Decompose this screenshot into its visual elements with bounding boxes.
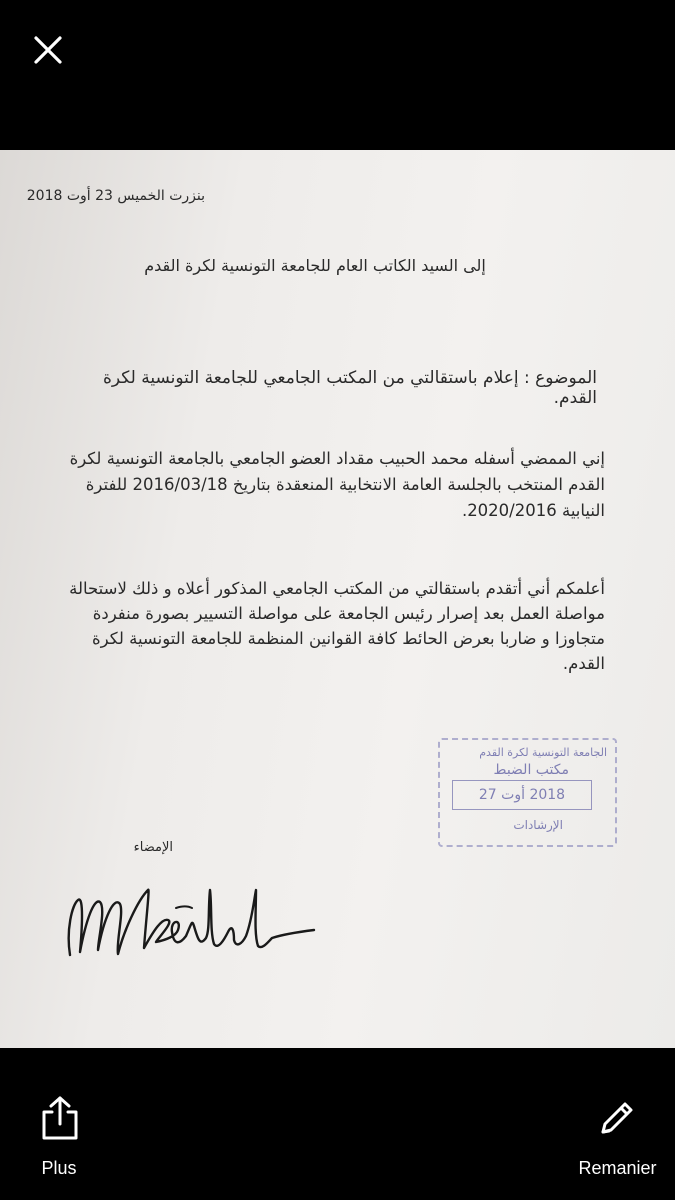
signature-label: الإمضاء: [133, 840, 173, 855]
share-label: Plus: [41, 1158, 77, 1178]
share-icon: [38, 1096, 82, 1142]
edit-label: Remanier: [578, 1158, 657, 1178]
handwritten-signature: [58, 860, 318, 980]
letter-addressee: إلى السيد الكاتب العام للجامعة التونسية لكرة القدم: [144, 256, 486, 275]
stamp-office: مكتب الضبط: [493, 762, 569, 778]
letter-photo: [0, 150, 675, 1048]
letter-subject: الموضوع : إعلام باستقالتي من المكتب الجامعي للجامعة التونسية لكرة القدم.: [102, 368, 597, 408]
share-button[interactable]: [20, 1096, 98, 1186]
received-stamp: [438, 738, 617, 847]
stamp-date-text: 2018 أوت 27: [478, 787, 566, 803]
bottom-toolbar: [0, 1048, 675, 1200]
letter-date: بنزرت الخميس 23 أوت 2018: [26, 188, 205, 204]
stamp-date: [452, 780, 592, 810]
stamp-organization: الجامعة التونسية لكرة القدم: [479, 746, 607, 759]
letter-paragraph-1: إني الممضي أسفله محمد الحبيب مقداد العضو الجامعي بالجامعة التونسية لكرة القدم المنتخب بالجلسة العامة الانتخابية المنعقدة بتاريخ 2016/03/18 للفترة النيابية 2020/2016.: [69, 449, 605, 520]
stamp-footer: الإرشادات: [513, 818, 563, 832]
letter-paragraph-2: أعلمكم أني أتقدم باستقالتي من المكتب الجامعي المذكور أعلاه و ذلك لاستحالة مواصلة العمل بعد إصرار رئيس الجامعة على مواصلة التسيير بصورة منفردة متجاوزا و ضاربا بعرض الحائط كافة القوانين المنظمة للجامعة التونسية لكرة القدم.: [69, 579, 605, 673]
pencil-icon: [595, 1098, 637, 1140]
close-icon: [28, 30, 68, 70]
close-button[interactable]: [28, 30, 68, 70]
edit-button[interactable]: [565, 1096, 670, 1186]
